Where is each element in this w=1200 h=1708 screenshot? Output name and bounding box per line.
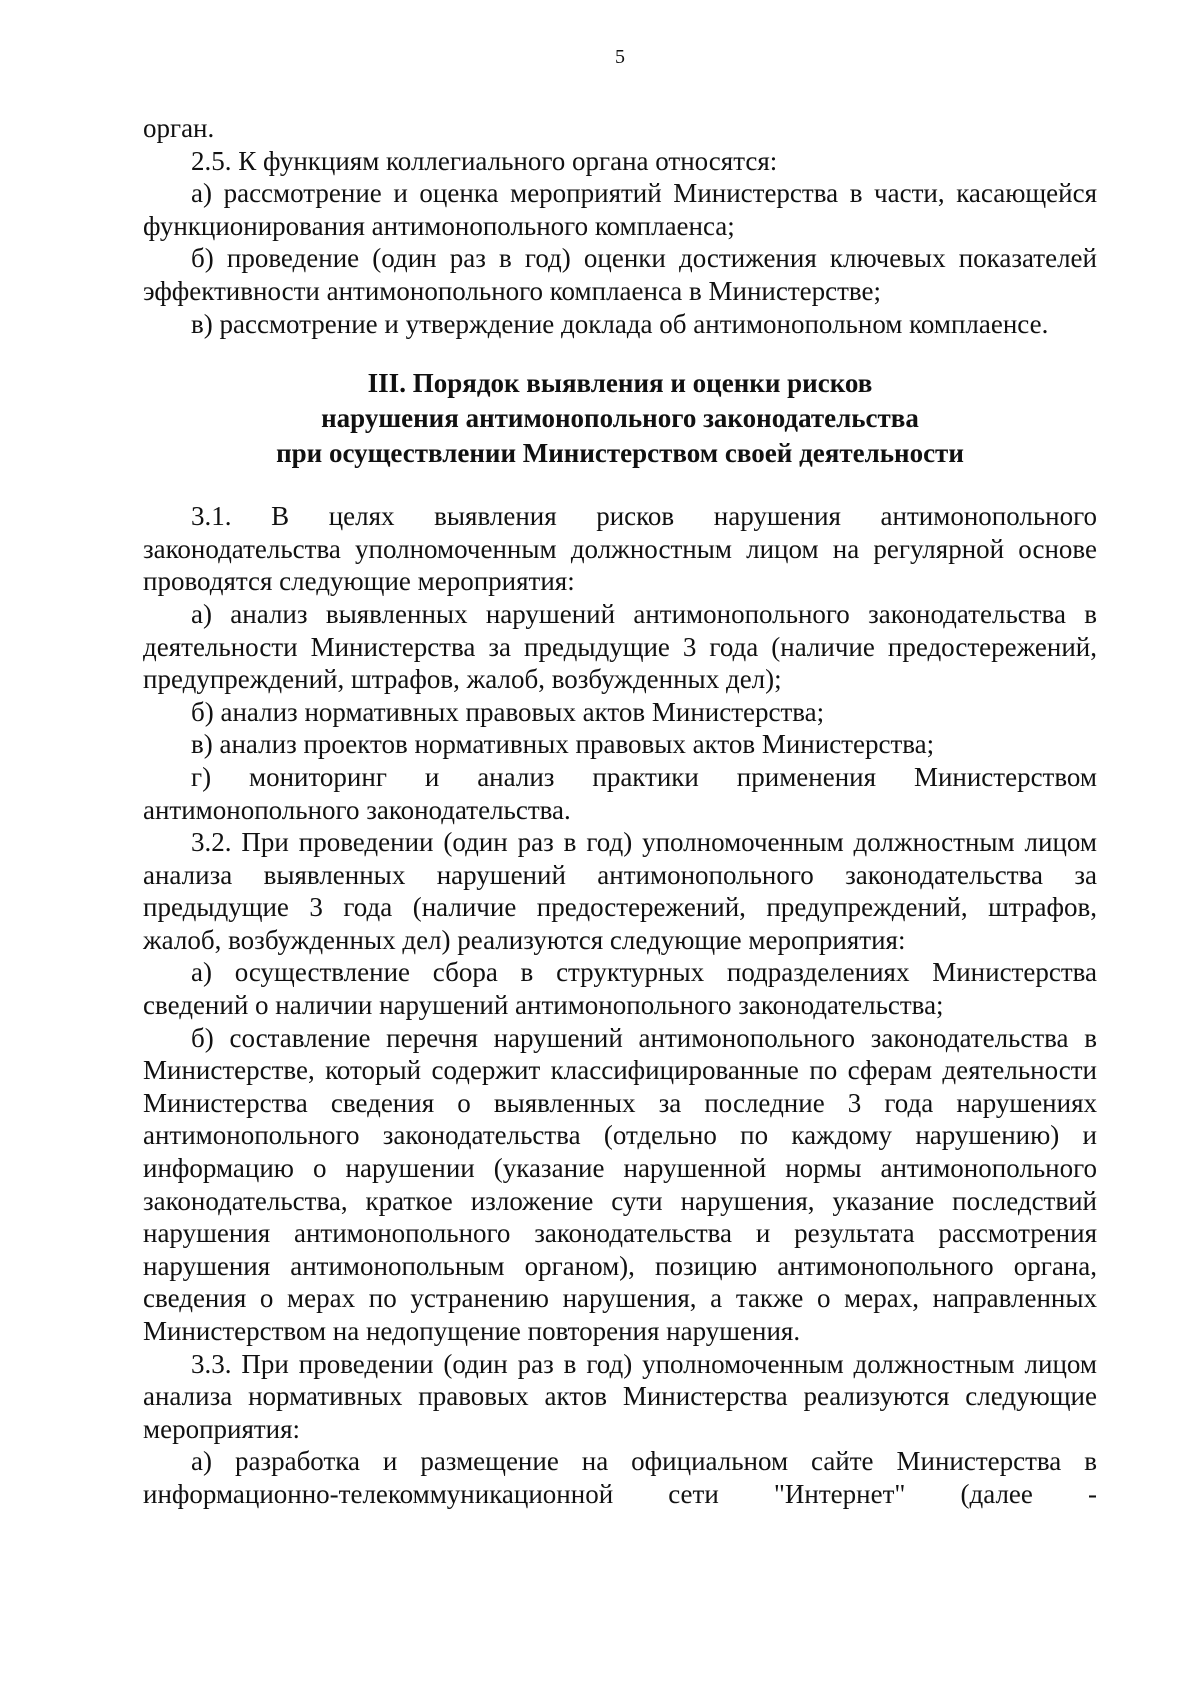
section-heading-line: нарушения антимонопольного законодательства [321,403,919,434]
section-heading-line: III. Порядок выявления и оценки рисков [367,368,873,399]
document-body [143,112,1097,1511]
page-number: 5 [615,46,625,68]
paragraph: б) составление перечня нарушений антимонопольного законодательства в Министерстве, который содержит классифицированные по сферам деятельности Министерства сведения о выявленных за последние 3 года нарушениях антимонопольного законодательства (отдельно по каждому нарушению) и информацию о нарушении (указание нарушенной нормы антимонопольного законодательства, краткое изложение сути нарушения, указание последствий нарушения антимонопольного законодательства и результата рассмотрения нарушения антимонопольным органом), позицию антимонопольного органа, сведения о мерах по устранению нарушения, а также о мерах, направленных Министерством на недопущение повторения нарушения. [143,1022,1097,1346]
paragraph: 3.3. При проведении (один раз в год) уполномоченным должностным лицом анализа нормативных правовых актов Министерства реализуются следующие мероприятия: [143,1348,1097,1444]
paragraph: а) осуществление сбора в структурных подразделениях Министерства сведений о наличии нарушений антимонопольного законодательства; [143,957,1097,1021]
paragraph: в) рассмотрение и утверждение доклада об антимонопольном комплаенсе. [191,308,1049,339]
paragraph: б) проведение (один раз в год) оценки достижения ключевых показателей эффективности антимонопольного комплаенса в Министерстве; [143,243,1097,306]
paragraph: 3.1. В целях выявления рисков нарушения антимонопольного законодательства уполномоченным должностным лицом на регулярной основе проводятся следующие мероприятия: [143,501,1097,597]
paragraph: б) анализ нормативных правовых актов Министерства; [191,696,825,727]
section-2-paragraphs [143,112,1097,340]
paragraph: г) мониторинг и анализ практики применения Министерством антимонопольного законодательства. [143,761,1097,825]
paragraph: а) рассмотрение и оценка мероприятий Министерства в части, касающейся функционирования антимонопольного комплаенса; [143,178,1097,241]
paragraph: 3.2. При проведении (один раз в год) уполномоченным должностным лицом анализа выявленных нарушений антимонопольного законодательства за предыдущие 3 года (наличие предостережений, предупреждений, штрафов, жалоб, возбужденных дел) реализуются следующие мероприятия: [143,827,1097,955]
paragraph: в) анализ проектов нормативных правовых актов Министерства; [191,729,935,760]
paragraph: 2.5. К функциям коллегиального органа относятся: [191,145,778,176]
paragraph: орган. [143,113,215,143]
paragraph: а) анализ выявленных нарушений антимонопольного законодательства в деятельности Министерства за предыдущие 3 года (наличие предостережений, предупреждений, штрафов, жалоб, возбужденных дел); [143,598,1097,695]
section-heading-line: при осуществлении Министерством своей деятельности [276,438,964,469]
paragraph: а) разработка и размещение на официальном сайте Министерства в информационно-телекоммуникационной сети "Интернет" (далее - [143,1446,1097,1509]
section-3-paragraphs [143,500,1097,1510]
section-heading [143,366,1097,471]
